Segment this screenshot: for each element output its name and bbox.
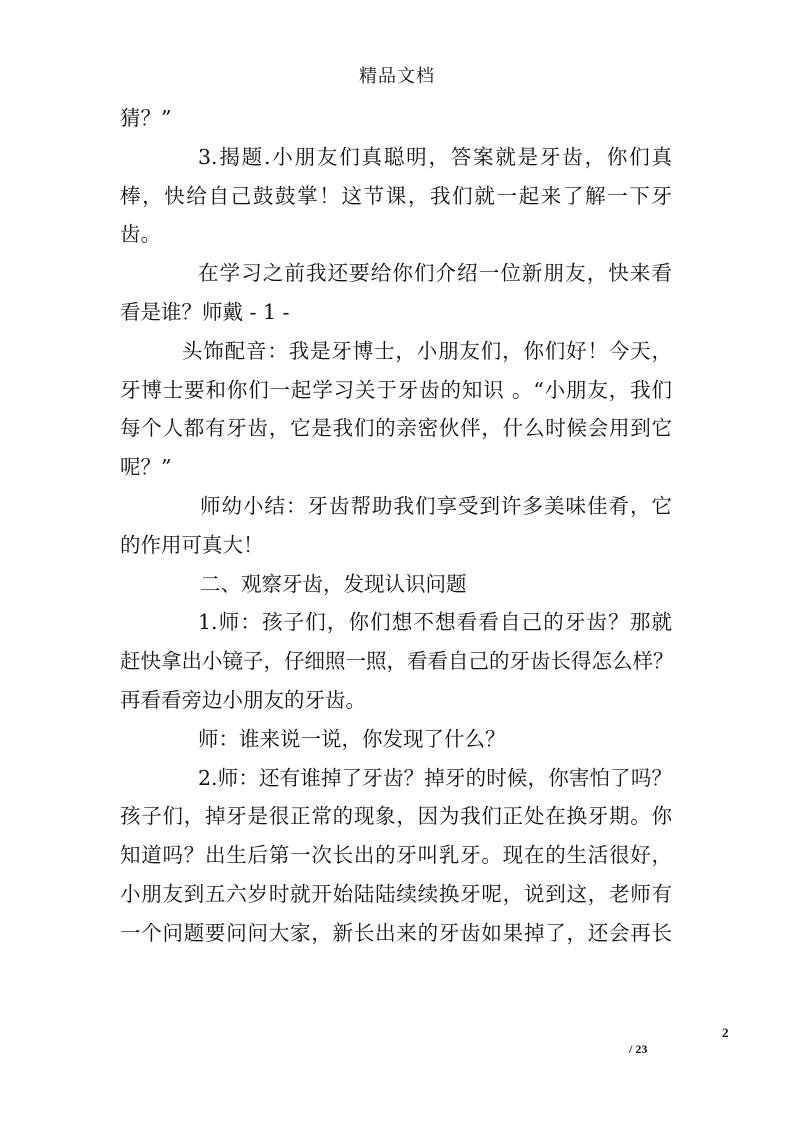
text-line: 再看看旁边小朋友的牙齿。 <box>120 687 366 712</box>
text-line: 3.揭题.小朋友们真聪明，答案就是牙齿，你们真 <box>198 144 672 169</box>
text-line: 呢？” <box>120 455 172 480</box>
text-line: 师幼小结：牙齿帮助我们享受到许多美味佳肴，它 <box>200 493 672 518</box>
text-line: 头饰配音：我是牙博士，小朋友们，你们好！今天， <box>182 338 672 363</box>
text-line: 小朋友到五六岁时就开始陆陆续续换牙呢，说到这，老师有 <box>120 881 672 906</box>
section-heading: 二、观察牙齿，发现认识问题 <box>200 571 467 596</box>
page-number: 2 <box>722 1025 729 1040</box>
document-body <box>120 99 672 953</box>
text-line: 猜？” <box>120 106 172 130</box>
text-line: 2.师：还有谁掉了牙齿？掉牙的时候，你害怕了吗？ <box>198 765 672 790</box>
text-line: 赶快拿出小镜子，仔细照一照，看看自己的牙齿长得怎么样？ <box>120 649 674 674</box>
text-line: 每个人都有牙齿，它是我们的亲密伙伴，什么时候会用到它 <box>120 416 672 441</box>
text-line: 在学习之前我还要给你们介绍一位新朋友，快来看 <box>198 261 672 286</box>
page-header-title: 精品文档 <box>359 66 435 87</box>
page-total: / 23 <box>629 1042 648 1056</box>
text-line: 知道吗？出生后第一次长出的牙叫乳牙。现在的生活很好， <box>120 843 672 868</box>
text-line: 一个问题要问问大家，新长出来的牙齿如果掉了，还会再长 <box>120 920 672 945</box>
text-line: 看是谁？师戴 - 1 - <box>120 299 290 324</box>
text-line: 棒，快给自己鼓鼓掌！这节课，我们就一起来了解一下牙 <box>120 183 672 208</box>
text-line: 齿。 <box>120 222 161 247</box>
text-line: 的作用可真大！ <box>120 532 264 557</box>
text-line: 1.师：孩子们，你们想不想看看自己的牙齿？那就 <box>198 610 672 635</box>
text-line: 牙博士要和你们一起学习关于牙齿的知识 。“小朋友，我们 <box>120 377 672 402</box>
text-line: 师：谁来说一说，你发现了什么？ <box>198 726 506 751</box>
text-line: 孩子们，掉牙是很正常的现象，因为我们正处在换牙期。你 <box>120 804 672 829</box>
